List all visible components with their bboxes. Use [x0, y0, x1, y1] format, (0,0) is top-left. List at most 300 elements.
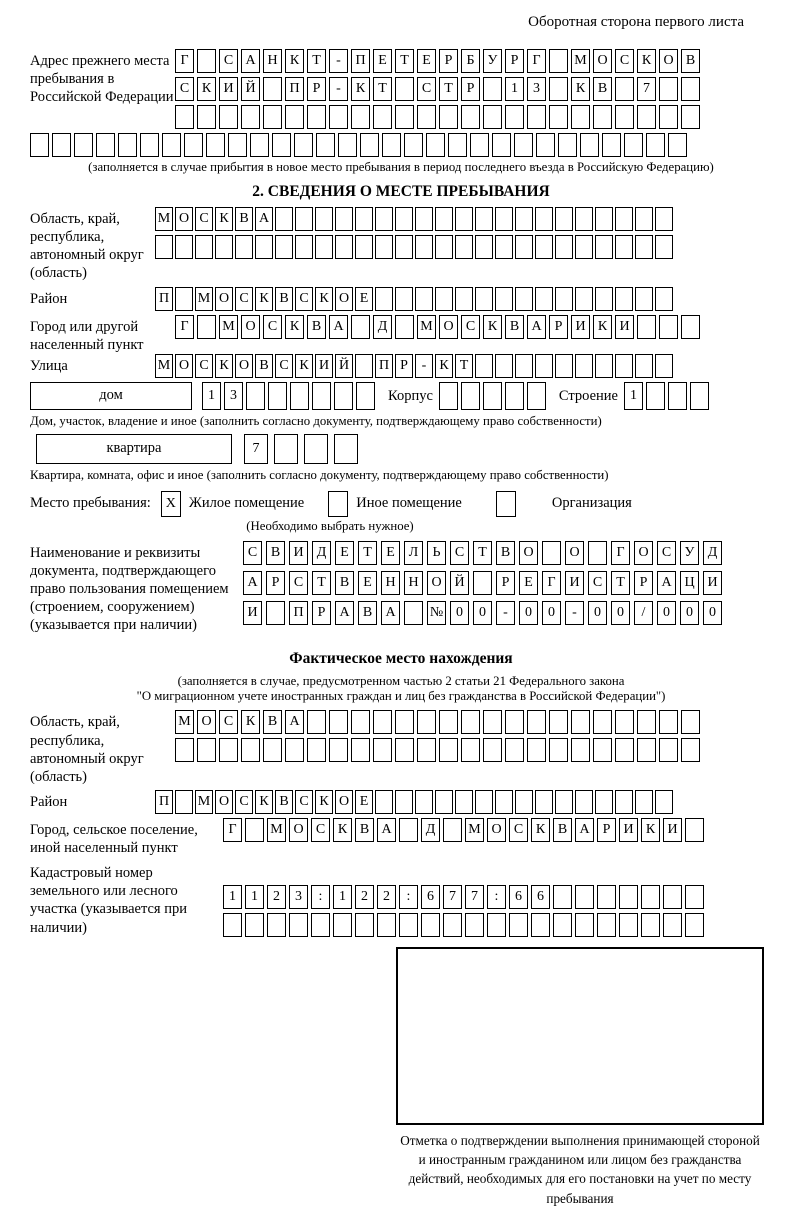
char-box[interactable]: 2 [377, 885, 396, 909]
char-box[interactable]: 3 [224, 382, 243, 410]
char-box[interactable] [527, 382, 546, 410]
char-box[interactable]: Ь [427, 541, 446, 565]
char-box[interactable]: И [315, 354, 333, 378]
char-box[interactable] [206, 133, 225, 157]
char-box[interactable] [527, 105, 546, 129]
char-box[interactable] [266, 601, 285, 625]
char-box[interactable]: А [527, 315, 546, 339]
char-box[interactable] [435, 790, 453, 814]
char-box[interactable] [655, 235, 673, 259]
char-box[interactable]: О [175, 207, 193, 231]
char-box[interactable] [30, 133, 49, 157]
char-box[interactable] [417, 738, 436, 762]
char-box[interactable] [443, 913, 462, 937]
char-box[interactable]: К [285, 49, 304, 73]
char-box[interactable] [373, 710, 392, 734]
char-box[interactable] [415, 790, 433, 814]
char-box[interactable]: Н [263, 49, 282, 73]
char-box[interactable] [549, 49, 568, 73]
char-box[interactable]: Т [358, 541, 377, 565]
char-box[interactable] [435, 287, 453, 311]
char-box[interactable]: Й [241, 77, 260, 101]
char-box[interactable]: Р [549, 315, 568, 339]
char-box[interactable]: М [417, 315, 436, 339]
char-box[interactable]: В [275, 790, 293, 814]
char-box[interactable]: Р [439, 49, 458, 73]
char-box[interactable] [575, 913, 594, 937]
char-box[interactable]: Р [266, 571, 285, 595]
char-box[interactable] [535, 207, 553, 231]
char-box[interactable]: К [641, 818, 660, 842]
char-box[interactable] [52, 133, 71, 157]
char-box[interactable] [553, 913, 572, 937]
char-box[interactable]: К [351, 77, 370, 101]
char-box[interactable]: Т [307, 49, 326, 73]
char-box[interactable]: У [483, 49, 502, 73]
char-box[interactable]: 2 [355, 885, 374, 909]
char-box[interactable]: Е [519, 571, 538, 595]
char-box[interactable] [351, 710, 370, 734]
char-box[interactable] [228, 133, 247, 157]
char-box[interactable] [96, 133, 115, 157]
char-box[interactable] [334, 382, 353, 410]
char-box[interactable]: Т [373, 77, 392, 101]
char-box[interactable]: К [333, 818, 352, 842]
char-box[interactable] [246, 382, 265, 410]
char-box[interactable] [619, 913, 638, 937]
char-box[interactable] [426, 133, 445, 157]
char-box[interactable]: И [663, 818, 682, 842]
char-box[interactable] [615, 710, 634, 734]
char-box[interactable] [245, 818, 264, 842]
char-box[interactable] [285, 105, 304, 129]
char-box[interactable] [619, 885, 638, 909]
char-box[interactable] [475, 790, 493, 814]
char-box[interactable]: В [266, 541, 285, 565]
char-box[interactable]: Г [175, 49, 194, 73]
char-box[interactable]: 6 [509, 885, 528, 909]
char-box[interactable] [575, 885, 594, 909]
char-box[interactable] [333, 913, 352, 937]
char-box[interactable]: В [275, 287, 293, 311]
char-box[interactable]: 1 [245, 885, 264, 909]
char-box[interactable]: Г [542, 571, 561, 595]
char-box[interactable] [355, 354, 373, 378]
char-box[interactable] [595, 235, 613, 259]
char-box[interactable] [535, 354, 553, 378]
char-box[interactable] [646, 133, 665, 157]
char-box[interactable] [514, 133, 533, 157]
char-box[interactable]: М [195, 287, 213, 311]
char-box[interactable]: Г [611, 541, 630, 565]
char-box[interactable] [555, 207, 573, 231]
char-box[interactable]: Г [223, 818, 242, 842]
char-box[interactable] [223, 913, 242, 937]
char-box[interactable] [274, 434, 298, 464]
char-box[interactable]: А [377, 818, 396, 842]
char-box[interactable] [515, 287, 533, 311]
char-box[interactable]: Р [312, 601, 331, 625]
char-box[interactable] [118, 133, 137, 157]
char-box[interactable] [527, 710, 546, 734]
char-box[interactable] [483, 382, 502, 410]
char-box[interactable] [685, 818, 704, 842]
char-box[interactable]: И [703, 571, 722, 595]
char-box[interactable]: И [219, 77, 238, 101]
char-box[interactable] [655, 287, 673, 311]
char-box[interactable] [668, 382, 687, 410]
char-box[interactable] [515, 354, 533, 378]
char-box[interactable] [515, 790, 533, 814]
char-box[interactable]: Е [355, 790, 373, 814]
char-box[interactable]: И [243, 601, 262, 625]
char-box[interactable] [443, 818, 462, 842]
char-box[interactable] [595, 354, 613, 378]
char-box[interactable] [571, 738, 590, 762]
char-box[interactable] [304, 434, 328, 464]
char-box[interactable]: : [311, 885, 330, 909]
char-box[interactable] [555, 790, 573, 814]
char-box[interactable] [395, 790, 413, 814]
char-box[interactable] [455, 287, 473, 311]
char-box[interactable] [334, 434, 358, 464]
char-box[interactable] [316, 133, 335, 157]
char-box[interactable]: - [496, 601, 515, 625]
char-box[interactable]: К [285, 315, 304, 339]
char-box[interactable]: В [553, 818, 572, 842]
char-box[interactable] [483, 710, 502, 734]
char-box[interactable] [435, 235, 453, 259]
char-box[interactable]: О [439, 315, 458, 339]
char-box[interactable] [307, 738, 326, 762]
char-box[interactable]: 7 [443, 885, 462, 909]
char-box[interactable] [415, 207, 433, 231]
char-box[interactable] [435, 207, 453, 231]
char-box[interactable] [685, 913, 704, 937]
char-box[interactable] [329, 105, 348, 129]
char-box[interactable] [571, 710, 590, 734]
char-box[interactable]: С [417, 77, 436, 101]
char-box[interactable] [375, 790, 393, 814]
char-box[interactable]: А [575, 818, 594, 842]
char-box[interactable]: С [219, 710, 238, 734]
char-box[interactable] [395, 105, 414, 129]
char-box[interactable]: 0 [450, 601, 469, 625]
char-box[interactable]: С [615, 49, 634, 73]
char-box[interactable]: 6 [531, 885, 550, 909]
char-box[interactable] [439, 382, 458, 410]
char-box[interactable] [655, 207, 673, 231]
kvartira-type-box[interactable]: квартира [36, 434, 232, 464]
char-box[interactable]: Р [505, 49, 524, 73]
char-box[interactable] [615, 738, 634, 762]
char-box[interactable]: О [235, 354, 253, 378]
char-box[interactable] [377, 913, 396, 937]
char-box[interactable] [245, 913, 264, 937]
char-box[interactable] [535, 235, 553, 259]
char-box[interactable] [575, 790, 593, 814]
char-box[interactable]: 7 [637, 77, 656, 101]
char-box[interactable]: С [219, 49, 238, 73]
char-box[interactable] [195, 235, 213, 259]
char-box[interactable]: А [241, 49, 260, 73]
char-box[interactable] [535, 287, 553, 311]
char-box[interactable]: К [435, 354, 453, 378]
char-box[interactable]: Ц [680, 571, 699, 595]
char-box[interactable]: 3 [289, 885, 308, 909]
char-box[interactable]: Е [373, 49, 392, 73]
char-box[interactable]: С [235, 287, 253, 311]
char-box[interactable] [575, 287, 593, 311]
char-box[interactable] [637, 710, 656, 734]
char-box[interactable] [373, 738, 392, 762]
char-box[interactable] [555, 287, 573, 311]
char-box[interactable]: Т [312, 571, 331, 595]
char-box[interactable] [509, 913, 528, 937]
char-box[interactable] [681, 738, 700, 762]
char-box[interactable]: Р [496, 571, 515, 595]
char-box[interactable]: 1 [333, 885, 352, 909]
char-box[interactable] [615, 790, 633, 814]
char-box[interactable]: 3 [527, 77, 546, 101]
char-box[interactable]: С [289, 571, 308, 595]
char-box[interactable] [373, 105, 392, 129]
char-box[interactable]: В [505, 315, 524, 339]
char-box[interactable] [375, 207, 393, 231]
char-box[interactable]: К [295, 354, 313, 378]
char-box[interactable]: С [461, 315, 480, 339]
char-box[interactable] [272, 133, 291, 157]
char-box[interactable] [355, 913, 374, 937]
char-box[interactable]: О [215, 287, 233, 311]
char-box[interactable]: О [519, 541, 538, 565]
char-box[interactable]: А [329, 315, 348, 339]
char-box[interactable] [580, 133, 599, 157]
char-box[interactable]: К [571, 77, 590, 101]
char-box[interactable] [527, 738, 546, 762]
char-box[interactable] [275, 235, 293, 259]
char-box[interactable] [571, 105, 590, 129]
char-box[interactable] [285, 738, 304, 762]
char-box[interactable] [505, 738, 524, 762]
char-box[interactable] [395, 207, 413, 231]
char-box[interactable] [375, 235, 393, 259]
char-box[interactable]: Д [373, 315, 392, 339]
char-box[interactable] [483, 77, 502, 101]
char-box[interactable]: Е [381, 541, 400, 565]
char-box[interactable] [505, 105, 524, 129]
char-box[interactable] [555, 235, 573, 259]
char-box[interactable] [312, 382, 331, 410]
char-box[interactable]: Д [312, 541, 331, 565]
char-box[interactable] [215, 235, 233, 259]
char-box[interactable] [624, 133, 643, 157]
char-box[interactable] [635, 790, 653, 814]
char-box[interactable] [399, 913, 418, 937]
char-box[interactable]: А [335, 601, 354, 625]
char-box[interactable]: Д [421, 818, 440, 842]
char-box[interactable]: О [565, 541, 584, 565]
char-box[interactable]: 0 [542, 601, 561, 625]
char-box[interactable] [74, 133, 93, 157]
char-box[interactable] [558, 133, 577, 157]
char-box[interactable] [461, 382, 480, 410]
char-box[interactable] [335, 235, 353, 259]
char-box[interactable]: С [275, 354, 293, 378]
char-box[interactable]: К [197, 77, 216, 101]
char-box[interactable] [395, 315, 414, 339]
char-box[interactable] [351, 105, 370, 129]
char-box[interactable]: А [255, 207, 273, 231]
char-box[interactable]: - [415, 354, 433, 378]
char-box[interactable]: А [285, 710, 304, 734]
char-box[interactable]: П [289, 601, 308, 625]
char-box[interactable] [635, 287, 653, 311]
char-box[interactable] [663, 885, 682, 909]
char-box[interactable] [635, 207, 653, 231]
char-box[interactable] [531, 913, 550, 937]
char-box[interactable] [355, 235, 373, 259]
char-box[interactable]: 2 [267, 885, 286, 909]
char-box[interactable] [465, 913, 484, 937]
char-box[interactable]: Р [634, 571, 653, 595]
char-box[interactable] [197, 49, 216, 73]
char-box[interactable]: П [375, 354, 393, 378]
char-box[interactable] [515, 207, 533, 231]
char-box[interactable]: М [267, 818, 286, 842]
char-box[interactable] [263, 77, 282, 101]
char-box[interactable]: К [531, 818, 550, 842]
char-box[interactable]: В [681, 49, 700, 73]
char-box[interactable]: О [659, 49, 678, 73]
char-box[interactable]: Е [358, 571, 377, 595]
char-box[interactable] [404, 601, 423, 625]
char-box[interactable] [219, 738, 238, 762]
char-box[interactable]: 0 [657, 601, 676, 625]
checkbox-zhiloe[interactable]: X [161, 491, 181, 517]
char-box[interactable]: М [465, 818, 484, 842]
char-box[interactable] [470, 133, 489, 157]
char-box[interactable] [549, 77, 568, 101]
char-box[interactable]: В [358, 601, 377, 625]
char-box[interactable] [588, 541, 607, 565]
char-box[interactable] [461, 738, 480, 762]
char-box[interactable] [483, 105, 502, 129]
char-box[interactable]: 0 [680, 601, 699, 625]
char-box[interactable] [495, 790, 513, 814]
char-box[interactable]: С [450, 541, 469, 565]
char-box[interactable] [575, 354, 593, 378]
char-box[interactable] [395, 77, 414, 101]
char-box[interactable] [492, 133, 511, 157]
char-box[interactable]: Д [703, 541, 722, 565]
char-box[interactable]: С [588, 571, 607, 595]
char-box[interactable] [637, 738, 656, 762]
char-box[interactable] [655, 790, 673, 814]
char-box[interactable] [549, 738, 568, 762]
char-box[interactable] [615, 207, 633, 231]
char-box[interactable] [663, 913, 682, 937]
char-box[interactable]: О [197, 710, 216, 734]
char-box[interactable]: Й [450, 571, 469, 595]
char-box[interactable]: С [195, 354, 213, 378]
char-box[interactable] [404, 133, 423, 157]
char-box[interactable]: / [634, 601, 653, 625]
char-box[interactable] [335, 207, 353, 231]
char-box[interactable]: Е [355, 287, 373, 311]
char-box[interactable] [290, 382, 309, 410]
char-box[interactable]: К [215, 354, 233, 378]
char-box[interactable]: № [427, 601, 446, 625]
char-box[interactable] [197, 105, 216, 129]
char-box[interactable] [593, 105, 612, 129]
char-box[interactable] [615, 354, 633, 378]
char-box[interactable] [415, 235, 433, 259]
char-box[interactable] [549, 105, 568, 129]
char-box[interactable]: А [243, 571, 262, 595]
char-box[interactable] [475, 354, 493, 378]
char-box[interactable]: К [215, 207, 233, 231]
char-box[interactable] [355, 207, 373, 231]
char-box[interactable]: К [483, 315, 502, 339]
char-box[interactable]: О [289, 818, 308, 842]
char-box[interactable] [448, 133, 467, 157]
char-box[interactable] [597, 885, 616, 909]
char-box[interactable] [641, 913, 660, 937]
char-box[interactable] [275, 207, 293, 231]
char-box[interactable]: Т [473, 541, 492, 565]
char-box[interactable]: 1 [223, 885, 242, 909]
char-box[interactable]: К [315, 790, 333, 814]
char-box[interactable]: П [155, 287, 173, 311]
char-box[interactable]: Б [461, 49, 480, 73]
char-box[interactable] [315, 235, 333, 259]
char-box[interactable] [255, 235, 273, 259]
char-box[interactable] [641, 885, 660, 909]
char-box[interactable] [263, 738, 282, 762]
char-box[interactable]: 6 [421, 885, 440, 909]
char-box[interactable] [615, 287, 633, 311]
char-box[interactable]: С [295, 287, 313, 311]
char-box[interactable] [175, 105, 194, 129]
char-box[interactable] [475, 287, 493, 311]
char-box[interactable]: К [255, 287, 273, 311]
char-box[interactable] [439, 738, 458, 762]
char-box[interactable] [329, 738, 348, 762]
char-box[interactable]: 7 [244, 434, 268, 464]
char-box[interactable]: С [263, 315, 282, 339]
char-box[interactable]: В [255, 354, 273, 378]
char-box[interactable]: 0 [473, 601, 492, 625]
char-box[interactable] [351, 738, 370, 762]
char-box[interactable] [690, 382, 709, 410]
char-box[interactable] [289, 913, 308, 937]
char-box[interactable]: Т [611, 571, 630, 595]
char-box[interactable]: 7 [465, 885, 484, 909]
char-box[interactable] [549, 710, 568, 734]
char-box[interactable] [307, 105, 326, 129]
char-box[interactable]: 0 [703, 601, 722, 625]
char-box[interactable]: А [657, 571, 676, 595]
char-box[interactable] [263, 105, 282, 129]
char-box[interactable] [681, 315, 700, 339]
char-box[interactable]: О [427, 571, 446, 595]
char-box[interactable]: Р [307, 77, 326, 101]
char-box[interactable] [659, 77, 678, 101]
char-box[interactable] [475, 207, 493, 231]
char-box[interactable] [395, 287, 413, 311]
char-box[interactable] [473, 571, 492, 595]
